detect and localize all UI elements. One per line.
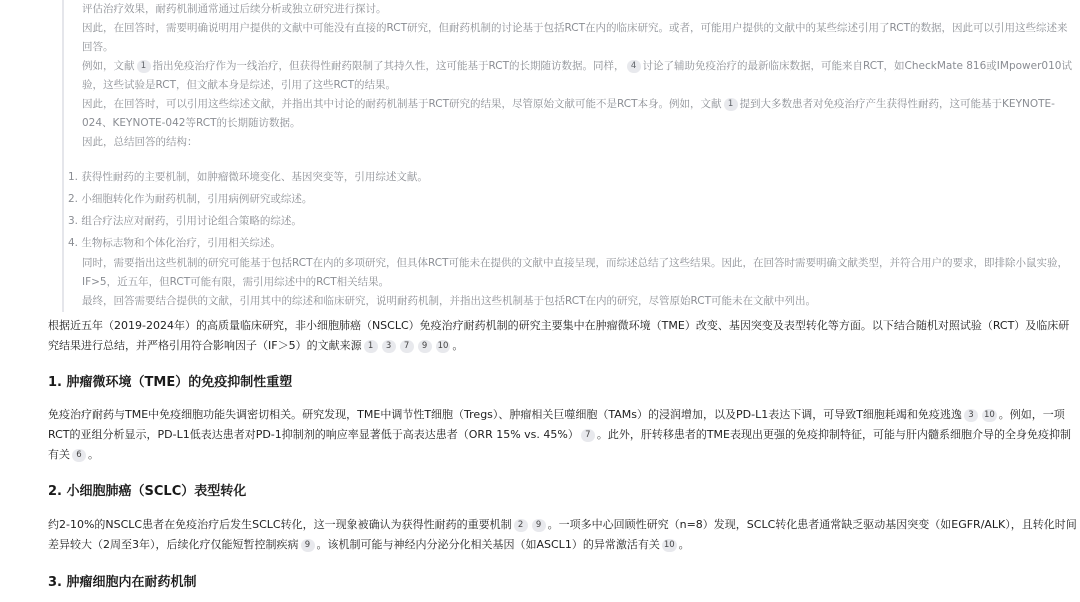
citation-badge[interactable]: 10 bbox=[663, 540, 675, 550]
citation-badge[interactable]: 6 bbox=[72, 449, 86, 462]
list-item: 3. 组合疗法应对耐药，引用讨论组合策略的综述。 bbox=[68, 215, 302, 227]
thinking-paragraph: 因此，在回答时，需要明确说明用户提供的文献中可能没有直接的RCT研究，但耐药机制的讨论基于包括RCT在内的临床研究。或者，可能用户提供的文献中的某些综述引用了RCT的数据，因此可以引用这些综述来回答。 bbox=[82, 22, 1068, 53]
thinking-paragraph: 因此，总结回答的结构： bbox=[82, 136, 198, 148]
thinking-paragraph bbox=[82, 57, 1074, 95]
citation-badge[interactable]: 1 bbox=[137, 60, 151, 73]
citation-badge[interactable]: 10 bbox=[437, 341, 449, 351]
thinking-paragraph: 最终，回答需要结合提供的文献，引用其中的综述和临床研究，说明耐药机制，并指出这些机制基于包括RCT在内的研究，尽管原始RCT可能未在文献中列出。 bbox=[82, 295, 817, 307]
answer-paragraph bbox=[48, 405, 1078, 465]
answer-paragraph bbox=[48, 515, 1078, 555]
answer-text: 根据近五年（2019-2024年）的高质量临床研究，非小细胞肺癌（NSCLC）免疫治疗耐药机制的研究主要集中在肿瘤微环境（TME）改变、基因突变及表型转化等方面。以下结合随机对照试验（RCT）及临床研究结果进行总结，并严格引用符合影响因子（IF＞5）的文献来源 bbox=[48, 319, 1070, 352]
thinking-list bbox=[68, 168, 1074, 253]
answer-intro: 根据近五年（2019-2024年）的高质量临床研究，非小细胞肺癌（NSCLC）免疫治疗耐药机制的研究主要集中在肿瘤微环境（TME）改变、基因突变及表型转化等方面。以下结合随机对照试验（RCT）及临床研究结果进行总结，并严格引用符合影响因子（IF＞5）的文献来源 1 3 7 9 10 。 bbox=[48, 319, 1070, 352]
section-heading: 1. 肿瘤微环境（TME）的免疫抑制性重塑 bbox=[48, 375, 293, 390]
list-item: 1. 获得性耐药的主要机制，如肿瘤微环境变化、基因突变等，引用综述文献。 bbox=[68, 171, 428, 183]
thinking-text: 因此，在回答时，可以引用这些综述文献，并指出其中讨论的耐药机制基于RCT研究的结果，尽管原始文献可能不是RCT本身。例如，文献 bbox=[82, 98, 722, 110]
citation-badge[interactable]: 4 bbox=[627, 60, 641, 73]
list-item: 2. 小细胞转化作为耐药机制，引用病例研究或综述。 bbox=[68, 193, 313, 205]
answer-text: 。此外，肝转移患者的TME表现出更强的免疫抑制特征，可能与肝内髓系细胞介导的全身免疫抑制有关 bbox=[48, 428, 1072, 461]
citation-badge[interactable]: 10 bbox=[983, 410, 995, 420]
answer-text: 约2-10%的NSCLC患者在免疫治疗后发生SCLC转化，这一现象被确认为获得性耐药的重要机制 bbox=[48, 518, 512, 531]
citation-badge[interactable]: 9 bbox=[532, 519, 546, 532]
citation-badge[interactable]: 1 bbox=[724, 98, 738, 111]
thinking-paragraph: 同时，需要指出这些机制的研究可能基于包括RCT在内的多项研究，但具体RCT可能未在提供的文献中直接呈现，而综述总结了这些结果。因此，在回答时需要明确文献类型，并符合用户的要求，即排除小鼠实验，IF>5，近五年，但RCT可能有限，需引用综述中的RCT相关结果。 bbox=[82, 257, 1069, 288]
answer-text: 。 bbox=[88, 448, 99, 461]
thinking-paragraph bbox=[82, 95, 1074, 133]
citation-badge[interactable]: 9 bbox=[418, 340, 432, 353]
thinking-text: 指出免疫治疗作为一线治疗，但获得性耐药限制了其持久性，这可能基于RCT的长期随访数据。同样， bbox=[152, 60, 625, 72]
citation-badge[interactable]: 3 bbox=[964, 409, 978, 422]
citation-badge[interactable]: 1 bbox=[364, 340, 378, 353]
thinking-panel bbox=[62, 0, 1074, 312]
answer-text: 。该机制可能与神经内分泌分化相关基因（如ASCL1）的异常激活有关 bbox=[316, 538, 660, 551]
thinking-paragraph: 评估治疗效果，耐药机制通常通过后续分析或独立研究进行探讨。 bbox=[82, 3, 387, 15]
answer-text: 免疫治疗耐药与TME中免疫细胞功能失调密切相关。研究发现，TME中调节性T细胞（Tregs）、肿瘤相关巨噬细胞（TAMs）的浸润增加，以及PD-L1表达下调，可导致T细胞耗竭和免疫逃逸 bbox=[48, 408, 962, 421]
thinking-text: 讨论了辅助免疫治疗的最新临床数据，可能来自RCT，如CheckMate 816或IMpower010试验，这些试验是RCT，但文献本身是综述，引用了这些RCT的结果。 bbox=[82, 60, 1072, 91]
answer-text: 。一项多中心回顾性研究（n=8）发现，SCLC转化患者通常缺乏驱动基因突变（如EGFR/ALK），且转化时间差异较大（2周至3年），后续化疗仅能短暂控制疾病 bbox=[48, 518, 1077, 551]
section-heading: 2. 小细胞肺癌（SCLC）表型转化 bbox=[48, 484, 247, 499]
list-item: 4. 生物标志物和个体化治疗，引用相关综述。 bbox=[68, 237, 281, 249]
citation-badge[interactable]: 7 bbox=[581, 429, 595, 442]
thinking-text: 提到大多数患者对免疫治疗产生获得性耐药，这可能基于KEYNOTE-024、KEYNOTE-042等RCT的长期随访数据。 bbox=[82, 98, 1055, 129]
section-heading: 3. 肿瘤细胞内在耐药机制 bbox=[48, 575, 197, 590]
citation-badge[interactable]: 7 bbox=[400, 340, 414, 353]
answer-text: 。 bbox=[678, 538, 690, 551]
answer-text: 。例如，一项RCT的亚组分析显示，PD-L1低表达患者对PD-1抑制剂的响应率显著低于高表达患者（ORR 15% vs. 45%） bbox=[48, 408, 1065, 441]
citation-badge[interactable]: 9 bbox=[301, 539, 315, 552]
citation-badge[interactable]: 2 bbox=[514, 519, 528, 532]
thinking-text: 例如，文献 bbox=[82, 60, 135, 72]
citation-badge[interactable]: 3 bbox=[382, 340, 396, 353]
